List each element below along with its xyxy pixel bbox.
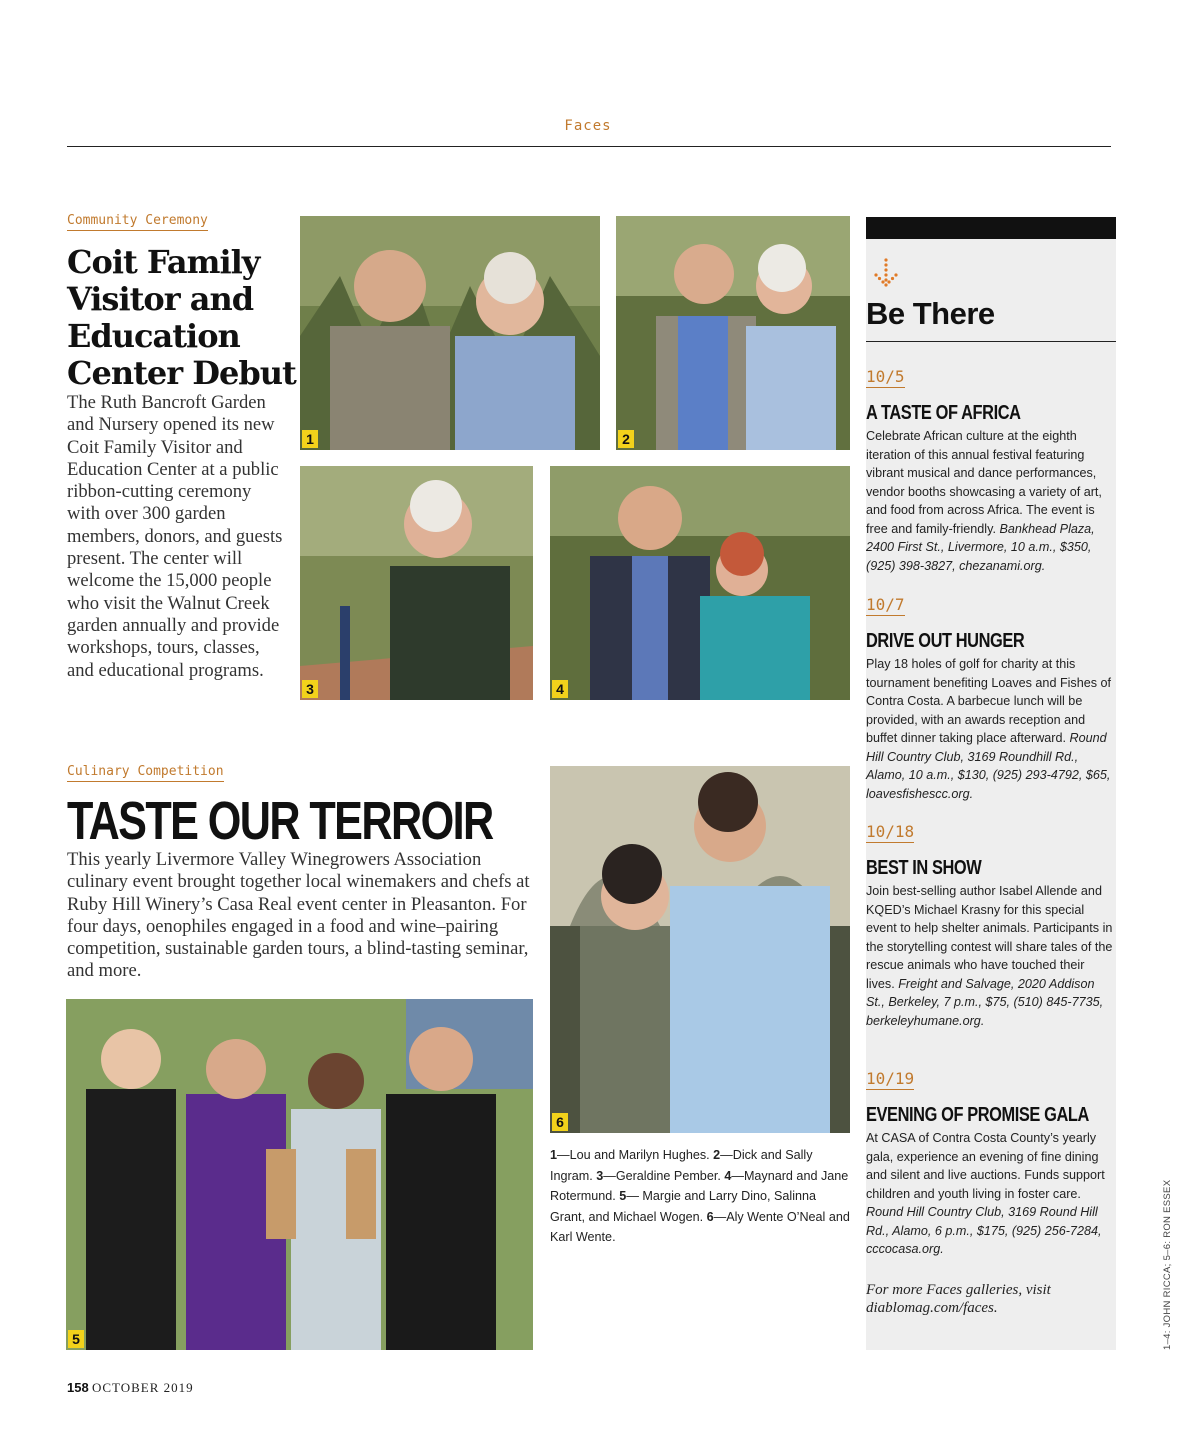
event-description (866, 1129, 1116, 1259)
event-date: 10/19 (866, 1069, 915, 1088)
story1-body: The Ruth Bancroft Garden and Nursery opened its new Coit Family Visitor and Education Center at a public ribbon-cutting ceremony with over 300 garden members, donors, and guests present. The center will welcome the 15,000 people who visit the Walnut Creek garden annually and provide workshops, tours, classes, and educational programs. (67, 392, 283, 681)
caption-number: 5 (619, 1189, 627, 1203)
event-item (866, 822, 1116, 1030)
event-title: EVENING OF PROMISE GALA (866, 1104, 1089, 1126)
photo-5 (66, 999, 533, 1350)
story2-kicker: Culinary Competition (67, 764, 224, 782)
event-description (866, 655, 1116, 803)
event-details: Round Hill Country Club, 3169 Round Hill Rd., Alamo, 6 p.m., $175, (925) 256-7284, cccocasa.org. (866, 1205, 1102, 1256)
photo-number-badge: 4 (552, 680, 568, 698)
story1-title-line: Coit Family (67, 243, 260, 281)
event-date: 10/7 (866, 595, 905, 614)
photo-2 (616, 216, 850, 450)
story1-title-line: Visitor and (67, 280, 254, 318)
event-item (866, 595, 1116, 803)
story1-title-line: Center Debut (67, 354, 296, 392)
event-date: 10/5 (866, 367, 905, 386)
photo-6 (550, 766, 850, 1133)
photo-4-image (550, 466, 850, 700)
story1-title (67, 244, 296, 392)
section-name: Faces (564, 118, 612, 134)
caption-text: —Maynard and Jane Rotermund. (550, 1168, 849, 1203)
photo-1 (300, 216, 600, 450)
photo-4 (550, 466, 850, 700)
event-details: Round Hill Country Club, 3169 Roundhill Rd., Alamo, 10 a.m., $130, (925) 293-4792, $65, loavesfishescc.org. (866, 731, 1111, 801)
photo-credit: 1–4: JOHN RICCA; 5–6: RON ESSEX (1162, 1179, 1173, 1350)
event-desc-text: At CASA of Contra Costa County’s yearly gala, experience an evening of fine dining and silent and live auctions. Funds support children and youth living in foster care. (866, 1131, 1105, 1201)
event-date: 10/18 (866, 822, 915, 841)
sidebar-title-rule (866, 341, 1116, 342)
header-rule (67, 146, 1111, 147)
photo-number-badge: 5 (68, 1330, 84, 1348)
be-there-sidebar (866, 217, 1116, 1350)
caption-number: 4 (724, 1168, 732, 1183)
caption-number: 2 (713, 1148, 721, 1162)
event-details: Bankhead Plaza, 2400 First St., Livermore, 10 a.m., $350, (925) 398-3827, chezanami.org. (866, 521, 1095, 573)
caption-text: —Aly Wente O’Neal and Karl Wente. (550, 1209, 850, 1244)
page-number: 158 (67, 1380, 89, 1395)
folio (67, 1380, 194, 1396)
photo-2-image (616, 216, 850, 450)
photo-3 (300, 466, 533, 700)
caption-text: — Margie and Larry Dino, Salinna Grant, and Michael Wogen. (550, 1189, 817, 1224)
event-desc-text: Join best-selling author Isabel Allende and KQED’s Michael Krasny for this special event to help shelter animals. Participants in the storytelling contest will share tales of the rescue animals who have touched their lives. (866, 884, 1113, 991)
story2-title: TASTE OUR TERROIR (67, 791, 493, 851)
event-description (866, 427, 1116, 575)
photo-6-image (550, 766, 850, 1133)
event-desc-text: Celebrate African culture at the eighth iteration of this annual festival featuring vibrant musical and dance performances, vendor booths showcasing a variety of art, and food from across Africa. The event is free and family-friendly. (866, 429, 1102, 536)
photo-3-image (300, 466, 533, 700)
event-title: BEST IN SHOW (866, 857, 982, 879)
photo-number-badge: 6 (552, 1113, 568, 1131)
photo-captions (550, 1145, 850, 1248)
event-details: Freight and Salvage, 2020 Addison St., Berkeley, 7 p.m., $75, (510) 845-7735, berkeleyhumane.org. (866, 976, 1104, 1028)
event-desc-text: Play 18 holes of golf for charity at this tournament benefiting Loaves and Fishes of Contra Costa. A barbecue lunch will be provided, with an awards reception and buffet dinner taking place afterward. (866, 657, 1112, 745)
photo-number-badge: 2 (618, 430, 634, 448)
photo-5-image (66, 999, 533, 1350)
event-description (866, 882, 1116, 1030)
caption-number: 3 (596, 1168, 604, 1183)
caption-number: 1 (550, 1148, 558, 1162)
caption-text: —Lou and Marilyn Hughes. (557, 1148, 714, 1162)
down-arrow-icon (872, 257, 900, 293)
event-title: A TASTE OF AFRICA (866, 402, 1021, 424)
sidebar-footer: For more Faces galleries, visit diablomag.com/faces. (866, 1282, 1051, 1316)
sidebar-title: Be There (866, 296, 995, 331)
story1-kicker: Community Ceremony (67, 213, 208, 231)
caption-number: 6 (706, 1209, 714, 1224)
issue-date: OCTOBER 2019 (91, 1380, 194, 1395)
story2-body: This yearly Livermore Valley Winegrowers Association culinary event brought together local winemakers and chefs at Ruby Hill Winery’s Casa Real event center in Pleasanton. For four days, oenophiles engaged in a food and wine–pairing competition, sustainable garden tours, a blind-tasting seminar, and more. (67, 849, 530, 982)
photo-1-image (300, 216, 600, 450)
event-item (866, 367, 1116, 575)
photo-number-badge: 3 (302, 680, 318, 698)
sidebar-top-bar (866, 217, 1116, 239)
caption-text: —Geraldine Pember. (603, 1168, 725, 1183)
caption-text: —Dick and Sally Ingram. (550, 1148, 813, 1183)
photo-number-badge: 1 (302, 430, 318, 448)
story1-title-line: Education (67, 317, 240, 355)
event-item (866, 1069, 1116, 1259)
event-title: DRIVE OUT HUNGER (866, 630, 1025, 652)
